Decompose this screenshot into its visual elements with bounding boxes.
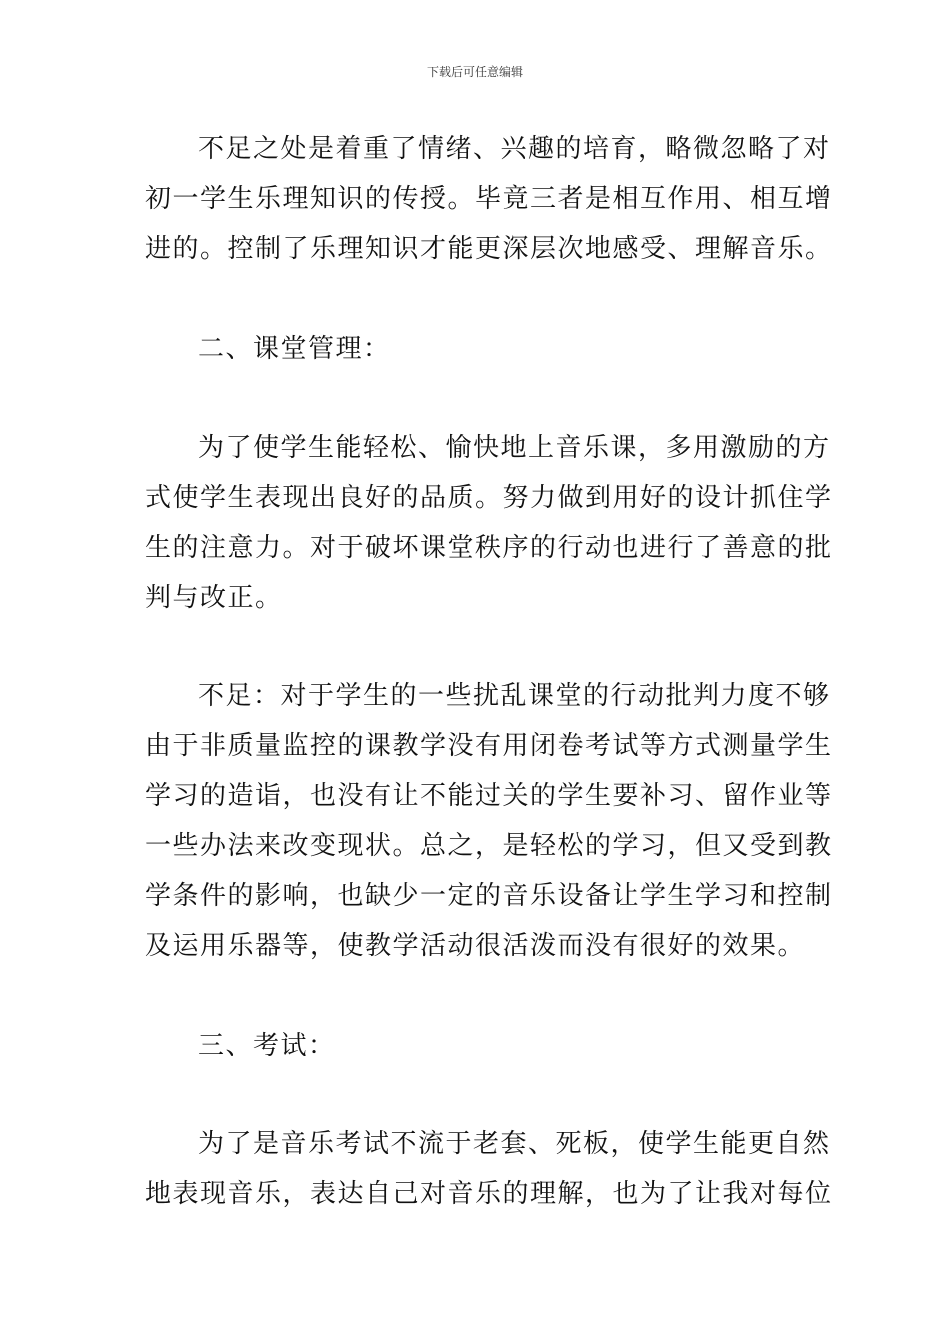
paragraph-line: 学习的造诣，也没有让不能过关的学生要补习、留作业等 bbox=[145, 781, 833, 811]
paragraph-line: 由于非质量监控的课教学没有用闭卷考试等方式测量学生 bbox=[145, 731, 833, 761]
section-heading-exam bbox=[145, 1021, 810, 1071]
section-heading-text: 二、课堂管理： bbox=[198, 334, 391, 364]
paragraph-line: 为了使学生能轻松、愉快地上音乐课，多用激励的方 bbox=[198, 433, 831, 463]
paragraph-line: 初一学生乐理知识的传授。毕竟三者是相互作用、相互增 bbox=[145, 184, 833, 214]
paragraph-line: 学条件的影响，也缺少一定的音乐设备让学生学习和控制 bbox=[145, 881, 833, 911]
page-header: 下载后可任意编辑 bbox=[426, 65, 523, 79]
paragraph-shortcomings-theory bbox=[145, 124, 833, 274]
paragraph-line: 进的。控制了乐理知识才能更深层次地感受、理解音乐。 bbox=[145, 234, 833, 264]
paragraph-line: 一些办法来改变现状。总之，是轻松的学习，但又受到教 bbox=[145, 831, 833, 861]
paragraph-line: 及运用乐器等，使教学活动很活泼而没有很好的效果。 bbox=[145, 931, 806, 961]
paragraph-shortcomings-management bbox=[145, 671, 833, 971]
paragraph-line: 式使学生表现出良好的品质。努力做到用好的设计抓住学 bbox=[145, 483, 833, 513]
paragraph-line: 生的注意力。对于破坏课堂秩序的行动也进行了善意的批 bbox=[145, 533, 833, 563]
paragraph-classroom-management bbox=[145, 423, 833, 623]
paragraph-line: 判与改正。 bbox=[145, 583, 283, 613]
paragraph-line: 不足：对于学生的一些扰乱课堂的行动批判力度不够 bbox=[198, 681, 831, 711]
paragraph-exam bbox=[145, 1119, 833, 1219]
paragraph-line: 不足之处是着重了情绪、兴趣的培育，略微忽略了对 bbox=[198, 134, 831, 164]
paragraph-line: 为了是音乐考试不流于老套、死板，使学生能更自然 bbox=[198, 1129, 831, 1159]
section-heading-text: 三、考试： bbox=[198, 1031, 336, 1061]
section-heading-classroom-management bbox=[145, 324, 810, 374]
paragraph-line: 地表现音乐，表达自己对音乐的理解，也为了让我对每位 bbox=[145, 1179, 833, 1209]
